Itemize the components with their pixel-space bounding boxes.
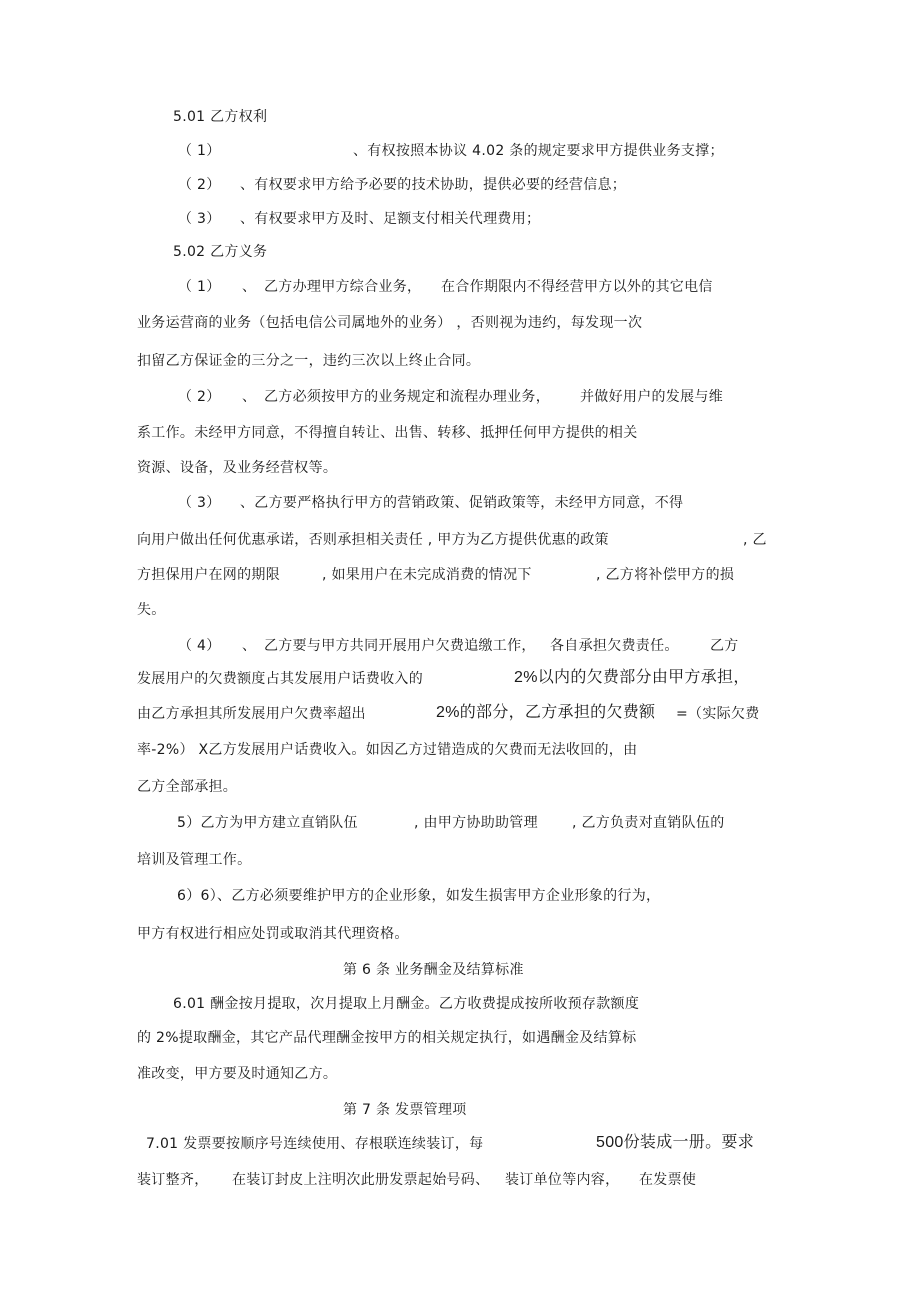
item-index: （ 4） <box>178 638 221 654</box>
clause-6-01-line-2: 的 2%提取酬金，其它产品代理酬金按甲方的相关规定执行，如遇酬金及结算标 <box>137 1030 637 1046</box>
clause-5-02-title: 5.02 乙方义务 <box>173 244 268 260</box>
article-6-heading: 第 6 条 业务酬金及结算标准 <box>343 962 524 978</box>
duty-5-line-2: 培训及管理工作。 <box>137 852 252 868</box>
item-index: （ 2） <box>178 177 221 193</box>
text-segment: 7.01 发票要按顺序号连续使用、存根联连续装订，每 <box>146 1136 484 1152</box>
item-index: （ 3） <box>178 495 221 511</box>
separator: 、 <box>242 279 257 295</box>
duty-4-line-5: 乙方全部承担。 <box>137 779 238 795</box>
text-segment: =（实际欠费 <box>676 706 760 722</box>
duty-2-line-3: 资源、设备，及业务经营权等。 <box>137 460 338 476</box>
duty-2-line-2: 系工作。未经甲方同意，不得擅自转让、出售、转移、抵押任何甲方提供的相关 <box>137 425 638 441</box>
article-7-heading: 第 7 条 发票管理项 <box>343 1102 467 1118</box>
text-segment: 由乙方承担其所发展用户欠费率超出 <box>137 706 366 722</box>
clause-6-01-line-1: 6.01 酬金按月提取，次月提取上月酬金。乙方收费提成按所收预存款额度 <box>173 996 640 1012</box>
text-segment: 乙方 <box>710 638 739 654</box>
duty-6-line-2: 甲方有权进行相应处罚或取消其代理资格。 <box>137 926 409 942</box>
text-segment: 乙方办理甲方综合业务， <box>264 279 422 295</box>
text-segment: 装订单位等内容， <box>505 1172 620 1188</box>
text-segment: 5）乙方为甲方建立直销队伍 <box>177 815 358 831</box>
text-segment: 在装订封皮上注明次此册发票起始号码、 <box>232 1172 490 1188</box>
duty-1-line-3: 扣留乙方保证金的三分之一，违约三次以上终止合同。 <box>137 353 481 369</box>
item-text: 、有权要求甲方及时、足额支付相关代理费用； <box>240 211 541 227</box>
duty-4-line-4: 率-2%） X乙方发展用户话费收入。如因乙方过错造成的欠费而无法收回的，由 <box>137 742 638 758</box>
item-index: （ 3） <box>178 211 221 227</box>
item-text: 、有权要求甲方给予必要的技术协助，提供必要的经营信息； <box>240 177 627 193</box>
item-index: （ 1） <box>178 143 221 159</box>
text-segment: 向用户做出任何优惠承诺，否则承担相关责任 , 甲方为乙方提供优惠的政策 <box>137 532 609 548</box>
item-text: 、有权按照本协议 4.02 条的规定要求甲方提供业务支撑； <box>353 143 724 159</box>
separator: 、 <box>242 638 257 654</box>
text-segment: 2%的部分，乙方承担的欠费额 <box>436 704 656 721</box>
text-segment: 并做好用户的发展与维 <box>580 389 723 405</box>
text-segment: , 如果用户在未完成消费的情况下 <box>322 567 532 583</box>
text-segment: , 乙方将补偿甲方的损 <box>596 567 735 583</box>
clause-6-01-line-3: 准改变，甲方要及时通知乙方。 <box>137 1066 338 1082</box>
text-segment: 乙方必须按甲方的业务规定和流程办理业务， <box>264 389 550 405</box>
item-index: （ 2） <box>178 389 221 405</box>
text-segment: 在合作期限内不得经营甲方以外的其它电信 <box>441 279 713 295</box>
text-segment: 、乙方要严格执行甲方的营销政策、促销政策等，未经甲方同意，不得 <box>240 495 684 511</box>
text-segment: 装订整齐， <box>137 1172 209 1188</box>
text-segment: , 乙 <box>743 532 767 548</box>
text-segment: 乙方要与甲方共同开展用户欠费追缴工作， <box>264 638 536 654</box>
text-segment: 方担保用户在网的期限 <box>137 567 280 583</box>
text-segment: 发展用户的欠费额度占其发展用户话费收入的 <box>137 671 423 687</box>
separator: 、 <box>242 389 257 405</box>
text-segment: 2%以内的欠费部分由甲方承担， <box>514 669 750 686</box>
duty-1-line-2: 业务运营商的业务（包括电信公司属地外的业务） ，否则视为违约，每发现一次 <box>137 315 643 331</box>
text-segment: 各自承担欠费责任。 <box>550 638 679 654</box>
clause-5-01-title: 5.01 乙方权利 <box>173 109 268 125</box>
item-index: （ 1） <box>178 279 221 295</box>
text-segment: , 由甲方协助助管理 <box>414 815 538 831</box>
duty-3-line-4: 失。 <box>137 602 166 618</box>
duty-6-line-1: 6）6）、乙方必须要维护甲方的企业形象，如发生损害甲方企业形象的行为， <box>177 888 661 904</box>
text-segment: 在发票使 <box>639 1172 697 1188</box>
text-segment: , 乙方负责对直销队伍的 <box>572 815 725 831</box>
text-segment: 500份装成一册。要求 <box>596 1134 754 1151</box>
